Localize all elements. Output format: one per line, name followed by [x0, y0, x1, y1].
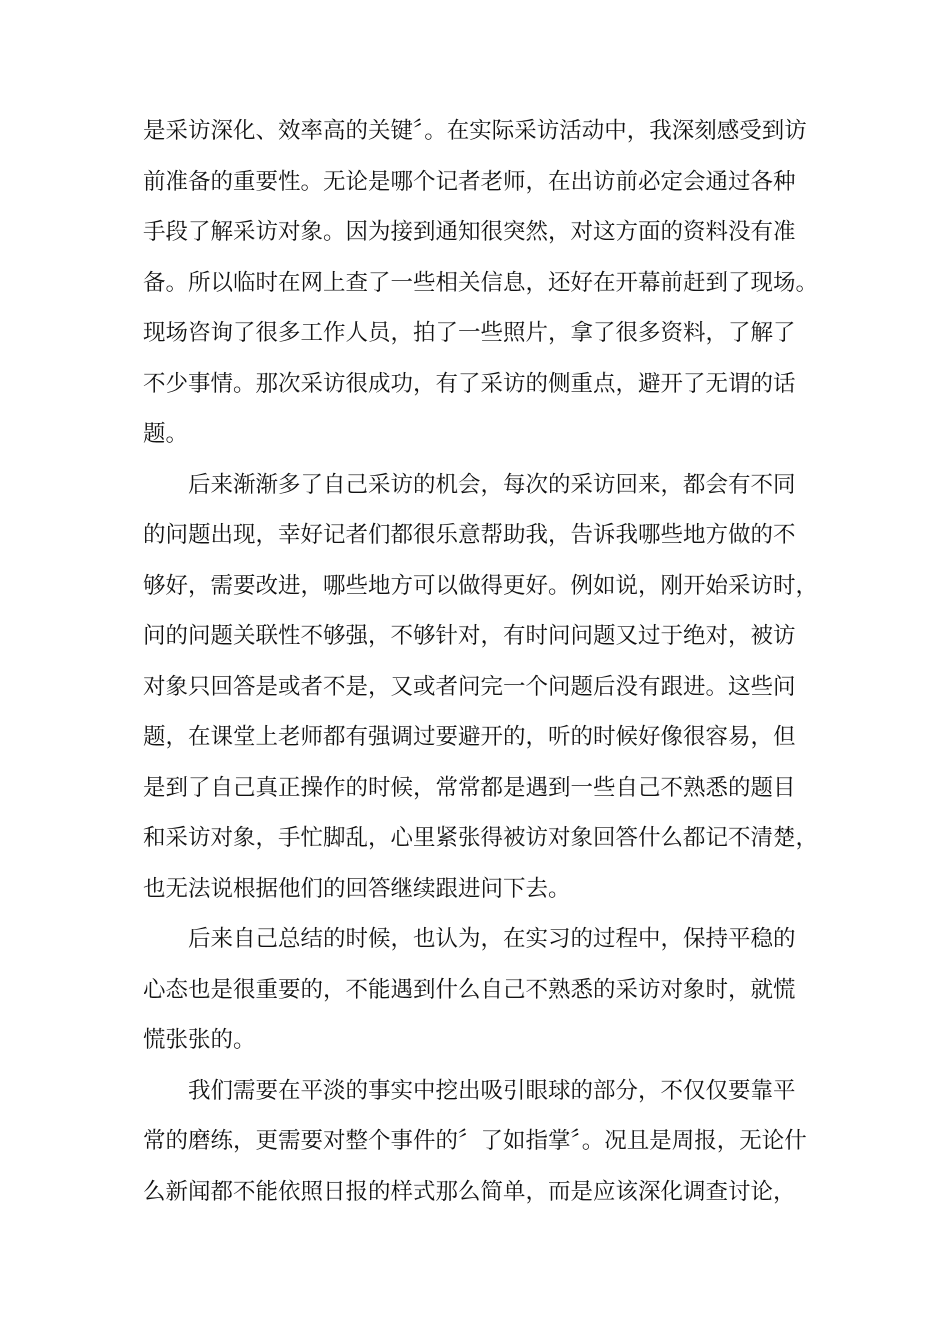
- paragraph-1: [143, 106, 823, 460]
- text-line: 题，在课堂上老师都有强调过要避开的，听的时候好像很容易，但: [143, 724, 796, 750]
- text-line: 对象只回答是或者不是，又或者问完一个问题后没有跟进。这些问: [143, 673, 796, 700]
- text-line: 慌张张的。: [143, 1027, 256, 1053]
- document-body: [143, 106, 823, 1217]
- text-line: 心态也是很重要的，不能遇到什么自己不熟悉的采访对象时，就慌: [143, 976, 796, 1003]
- text-line: 不少事情。那次采访很成功，有了采访的侧重点，避开了无谓的话: [143, 370, 796, 397]
- text-line: 够好，需要改进，哪些地方可以做得更好。例如说，刚开始采访时，: [143, 572, 819, 599]
- text-line: 问的问题关联性不够强，不够针对，有时问问题又过于绝对，被访: [143, 623, 796, 649]
- text-line: 是采访深化、效率高的关键〞。在实际采访活动中，我深刻感受到访: [143, 118, 807, 144]
- paragraph-2: [143, 460, 823, 915]
- text-line: 的问题出现，幸好记者们都很乐意帮助我，告诉我哪些地方做的不: [143, 522, 796, 548]
- text-line: 后来自己总结的时候，也认为，在实习的过程中，保持平稳的: [188, 926, 796, 952]
- text-line: 前准备的重要性。无论是哪个记者老师，在出访前必定会通过各种: [143, 168, 796, 195]
- text-line: 也无法说根据他们的回答继续跟进问下去。: [143, 875, 571, 902]
- text-line: 备。所以临时在网上查了一些相关信息，还好在开幕前赶到了现场。: [143, 269, 819, 296]
- text-line: 后来渐渐多了自己采访的机会，每次的采访回来，都会有不同: [188, 471, 796, 498]
- text-line: 手段了解采访对象。因为接到通知很突然，对这方面的资料没有准: [143, 219, 796, 245]
- text-line: 常的磨练，更需要对整个事件的〞了如指掌〞。况且是周报，无论什: [143, 1128, 807, 1154]
- paragraph-3: [143, 914, 823, 1066]
- text-line: 题。: [143, 421, 189, 447]
- text-line: 我们需要在平淡的事实中挖出吸引眼球的部分，不仅仅要靠平: [188, 1077, 796, 1104]
- text-line: 是到了自己真正操作的时候，常常都是遇到一些自己不熟悉的题目: [143, 774, 796, 801]
- text-line: 现场咨询了很多工作人员，拍了一些照片，拿了很多资料，了解了: [143, 320, 796, 346]
- text-line: 和采访对象，手忙脚乱，心里紧张得被访对象回答什么都记不清楚，: [143, 825, 819, 851]
- text-line: 么新闻都不能依照日报的样式那么简单，而是应该深化调查讨论，: [143, 1178, 796, 1205]
- paragraph-4: [143, 1066, 823, 1218]
